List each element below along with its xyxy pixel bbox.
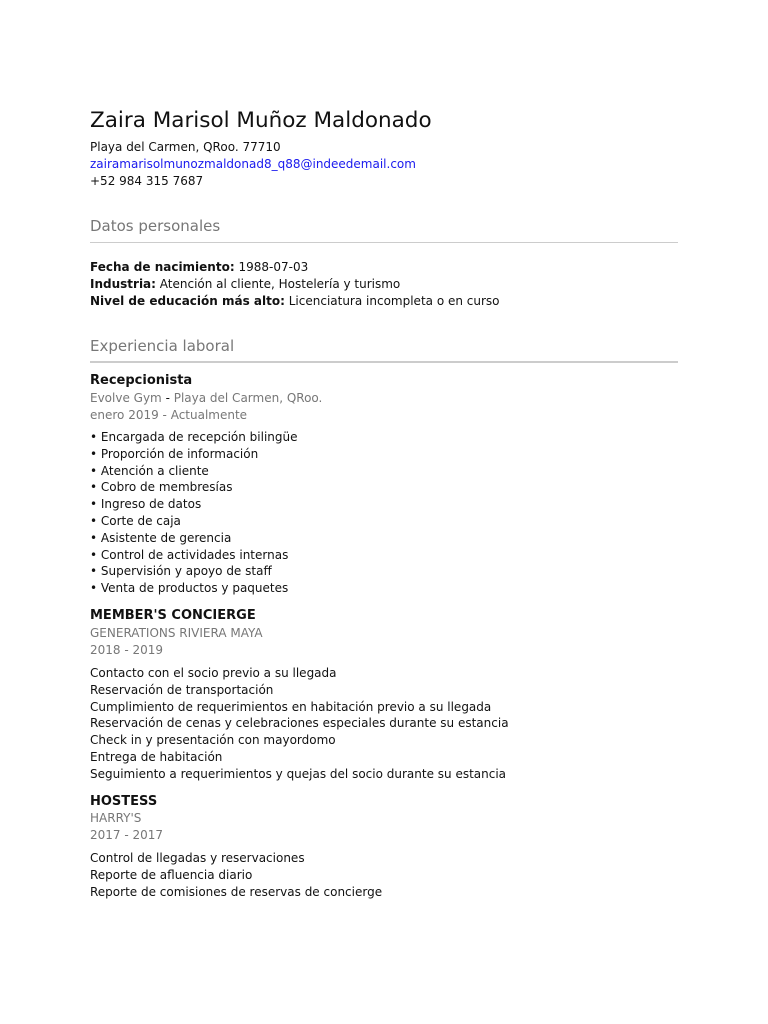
company-name: GENERATIONS RIVIERA MAYA xyxy=(90,626,263,640)
value: 1988-07-03 xyxy=(238,260,309,274)
job-duties xyxy=(90,665,509,783)
label: Fecha de nacimiento: xyxy=(90,260,235,274)
duty-item: • Corte de caja xyxy=(90,513,181,528)
divider xyxy=(90,242,678,243)
company xyxy=(90,625,263,642)
company-name: Evolve Gym xyxy=(90,391,162,405)
duty-item: Reservación de cenas y celebraciones especiales durante su estancia xyxy=(90,716,509,731)
personal-row xyxy=(90,259,500,276)
job-title: Recepcionista xyxy=(90,373,193,388)
label: Nivel de educación más alto: xyxy=(90,293,285,308)
value: Licenciatura incompleta o en curso xyxy=(288,293,500,308)
job-dates: 2017 - 2017 xyxy=(90,827,164,842)
personal-row xyxy=(90,293,500,310)
separator: - xyxy=(161,391,174,405)
phone: +52 984 315 7687 xyxy=(90,173,204,188)
job-company-info xyxy=(90,390,322,424)
personal-row xyxy=(90,276,500,293)
company xyxy=(90,810,163,827)
duty-item: Reporte de afluencia diario xyxy=(90,867,253,882)
job-dates: enero 2019 - Actualmente xyxy=(90,407,248,422)
duty-item: • Supervisión y apoyo de staff xyxy=(90,564,272,579)
label: Industria: xyxy=(90,276,156,291)
duty-item: Cumplimiento de requerimientos en habitación previo a su llegada xyxy=(90,699,492,714)
section-title-personal: Datos personales xyxy=(90,217,221,235)
duty-item: • Atención a cliente xyxy=(90,463,209,478)
duty-item: Reporte de comisiones de reservas de concierge xyxy=(90,884,383,899)
duty-item: Reservación de transportación xyxy=(90,682,274,697)
company-name: HARRY'S xyxy=(90,811,142,825)
job-duties xyxy=(90,850,382,900)
company xyxy=(90,390,322,407)
job-company-info xyxy=(90,810,163,844)
duty-item: • Control de actividades internas xyxy=(90,547,289,562)
section-title-experience: Experiencia laboral xyxy=(90,337,235,355)
duty-item: Check in y presentación con mayordomo xyxy=(90,733,336,748)
contact-info xyxy=(90,139,416,189)
duty-item: Entrega de habitación xyxy=(90,749,223,764)
job-title: MEMBER'S CONCIERGE xyxy=(90,608,256,623)
duty-item: Seguimiento a requerimientos y quejas del socio durante su estancia xyxy=(90,766,507,781)
company-location: Playa del Carmen, QRoo. xyxy=(173,391,323,405)
duty-item: • Cobro de membresías xyxy=(90,480,233,495)
email-link[interactable]: zairamarisolmunozmaldonad8_q88@indeedemail.com xyxy=(90,156,416,171)
duty-item: Control de llegadas y reservaciones xyxy=(90,851,305,865)
duty-item: • Proporción de información xyxy=(90,446,259,461)
duty-item: • Encargada de recepción bilingüe xyxy=(90,430,298,444)
duty-item: • Asistente de gerencia xyxy=(90,530,232,545)
value: Atención al cliente, Hostelería y turismo xyxy=(159,276,401,291)
candidate-name: Zaira Marisol Muñoz Maldonado xyxy=(90,108,432,133)
divider xyxy=(90,361,678,363)
job-duties xyxy=(90,429,298,597)
duty-item: • Venta de productos y paquetes xyxy=(90,581,289,596)
job-title: HOSTESS xyxy=(90,794,158,809)
duty-item: • Ingreso de datos xyxy=(90,497,202,512)
job-company-info xyxy=(90,625,263,659)
location: Playa del Carmen, QRoo. 77710 xyxy=(90,140,281,154)
duty-item: Contacto con el socio previo a su llegada xyxy=(90,666,337,680)
job-dates: 2018 - 2019 xyxy=(90,642,164,657)
personal-data xyxy=(90,259,500,309)
